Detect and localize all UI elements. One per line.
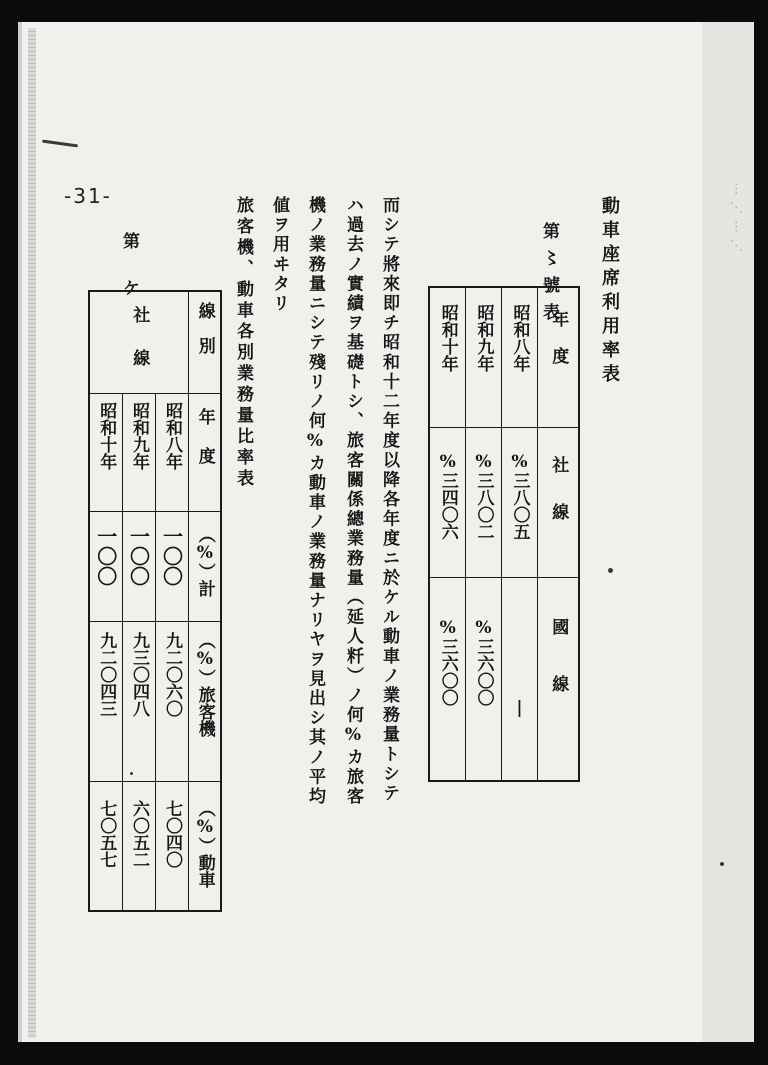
table1-national-value: 三六〇〇% <box>465 577 501 781</box>
table2-passenger-value: 九二〇六〇 <box>155 621 188 781</box>
paragraph-line: 而シテ將來即チ昭和十二年度以降各年度ニ於ケル動車ノ業務量トシテ <box>379 196 399 804</box>
paragraph-line: 機ノ業務量ニシテ殘リノ何%カ動車ノ業務量ナリヤヲ見出シ其ノ平均 <box>305 196 325 807</box>
table2-total-value: 一〇〇 <box>122 511 155 621</box>
business-volume-ratio-table <box>88 290 222 912</box>
table2-year: 昭和十年 <box>89 393 122 511</box>
table1-header-year: 年度 <box>537 287 579 427</box>
table2-title: 旅客機、動車各別業務量比率表 <box>233 196 253 490</box>
ink-spot <box>720 862 724 866</box>
table1-year: 昭和九年 <box>465 287 501 427</box>
table1-national-value: 三六〇〇% <box>429 577 465 781</box>
table2-header-total: 計（%） <box>188 511 221 621</box>
table1-company-value: 三八〇五% <box>501 427 537 577</box>
table2-passenger-value: 九三〇四八 <box>122 621 155 781</box>
paragraph-line: 値ヲ用ヰタリ <box>269 196 289 314</box>
book-spine <box>28 28 36 1038</box>
table1-title: 動車座席利用率表 <box>599 196 620 388</box>
table2-header-year: 年度 <box>188 393 221 511</box>
table2-header-passenger: 旅客機（%） <box>188 621 221 781</box>
table2-year: 昭和八年 <box>155 393 188 511</box>
table1-national-value: | <box>501 577 537 781</box>
table2-motor-value: 六〇五二 <box>122 781 155 911</box>
table1-company-row <box>429 427 579 577</box>
table1-company-value: 三八〇二% <box>465 427 501 577</box>
table1-label: 第〻號表 <box>539 222 559 330</box>
bleed-through-text: ⋯⋰⋯⋰ <box>728 182 743 258</box>
adjacent-page-edge <box>702 22 754 1042</box>
table2-motor-value: 七〇五七 <box>89 781 122 911</box>
table2-total-value: 一〇〇 <box>89 511 122 621</box>
table1-header-national: 國線 <box>537 577 579 781</box>
ink-spot <box>608 568 613 573</box>
table2-header-motor: 動車（%） <box>188 781 221 911</box>
table1-year-row <box>429 287 579 427</box>
table1-year: 昭和八年 <box>501 287 537 427</box>
table1-header-company: 社線 <box>537 427 579 577</box>
table1-national-row <box>429 577 579 781</box>
table2-total-row <box>89 511 221 621</box>
table2-motor-row <box>89 781 221 911</box>
table1-year: 昭和十年 <box>429 287 465 427</box>
table2-total-value: 一〇〇 <box>155 511 188 621</box>
table2-header-row <box>89 291 221 393</box>
table1-company-value: 三四〇六% <box>429 427 465 577</box>
table2-header-company-line: 社線 <box>89 291 188 393</box>
table2-header-line-type: 線別 <box>188 291 221 393</box>
table2-label: 第ケ <box>119 232 139 326</box>
paragraph-line: ハ過去ノ實績ヲ基礎トシ、旅客關係總業務量（延人粁）ノ何%カ旅客 <box>343 196 363 807</box>
seat-utilization-table <box>428 286 580 782</box>
table2-passenger-row <box>89 621 221 781</box>
table2-motor-value: 七〇四〇 <box>155 781 188 911</box>
table2-year-row <box>89 393 221 511</box>
table2-year: 昭和九年 <box>122 393 155 511</box>
page-number: -31- <box>64 184 112 208</box>
table2-passenger-value: 九二〇四三 <box>89 621 122 781</box>
